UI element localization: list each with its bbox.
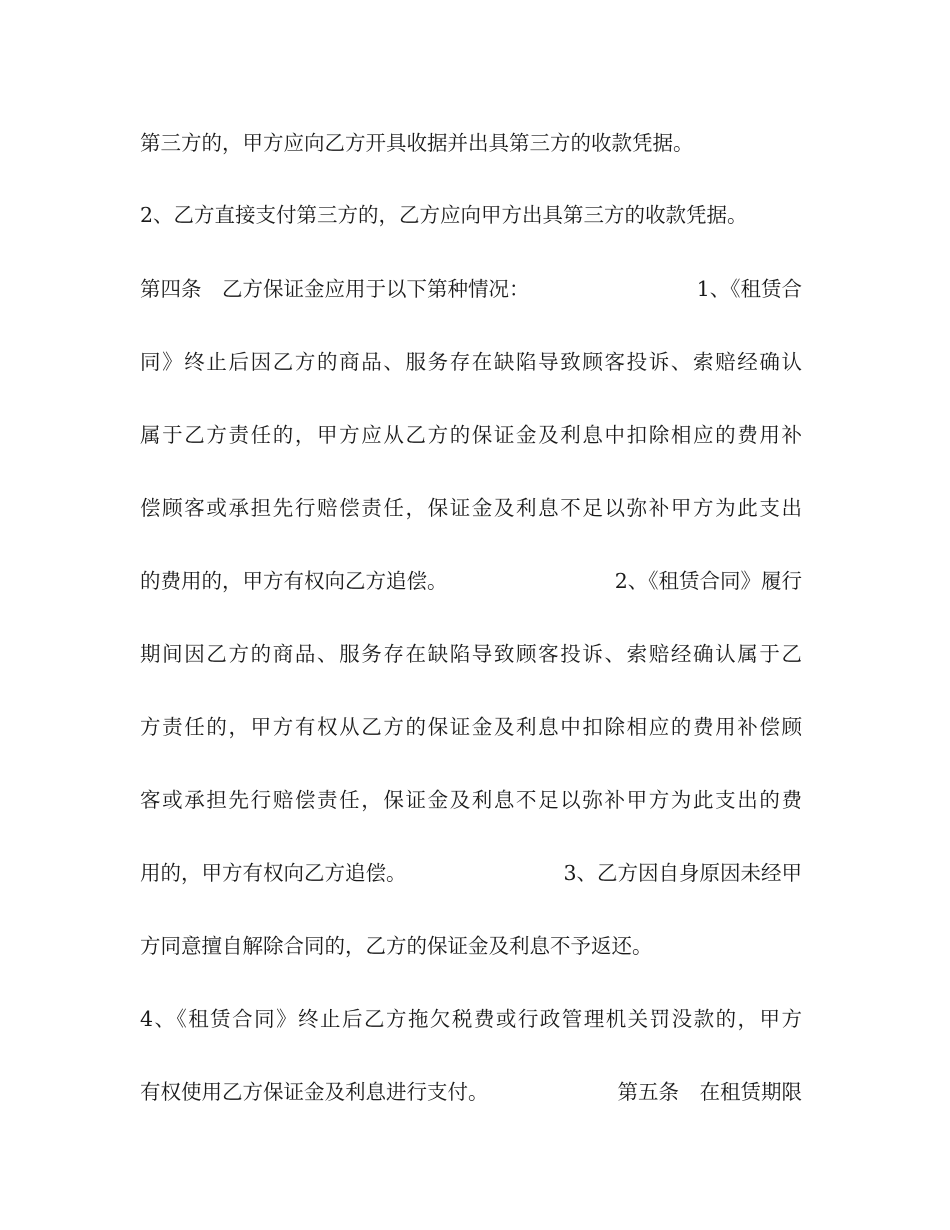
paragraph-line: 4、《租赁合同》终止后乙方拖欠税费或行政管理机关罚没款的，甲方 <box>140 1007 802 1031</box>
clause-start: 3、乙方因自身原因未经甲 <box>563 861 802 885</box>
clause-end: 用的，甲方有权向乙方追偿。 <box>140 861 407 885</box>
paragraph-line: 同》终止后因乙方的商品、服务存在缺陷导致顾客投诉、索赔经确认 <box>140 350 802 374</box>
paragraph-line: 方责任的，甲方有权从乙方的保证金及利息中扣除相应的费用补偿顾 <box>140 715 802 739</box>
paragraph-line: 第三方的，甲方应向乙方开具收据并出具第三方的收款凭据。 <box>140 131 694 155</box>
paragraph-line <box>140 855 802 891</box>
clause-start: 1、《租赁合 <box>696 277 802 301</box>
clause-end: 的费用的，甲方有权向乙方追偿。 <box>140 569 448 593</box>
paragraph-line: 属于乙方责任的，甲方应从乙方的保证金及利息中扣除相应的费用补 <box>140 423 802 447</box>
paragraph-line: 方同意擅自解除合同的，乙方的保证金及利息不予返还。 <box>140 934 653 958</box>
clause-end: 有权使用乙方保证金及利息进行支付。 <box>140 1080 489 1104</box>
article-heading: 第五条 在租赁期限 <box>617 1080 802 1104</box>
paragraph-line <box>140 271 802 307</box>
clause-start: 2、《租赁合同》履行 <box>614 569 802 593</box>
paragraph-line: 期间因乙方的商品、服务存在缺陷导致顾客投诉、索赔经确认属于乙 <box>140 642 802 666</box>
paragraph-line: 2、乙方直接支付第三方的，乙方应向甲方出具第三方的收款凭据。 <box>140 203 748 227</box>
article-heading: 第四条 乙方保证金应用于以下第种情况： <box>140 277 530 301</box>
paragraph-line <box>140 563 802 599</box>
paragraph-line: 客或承担先行赔偿责任，保证金及利息不足以弥补甲方为此支出的费 <box>140 788 802 812</box>
paragraph-line <box>140 1074 802 1110</box>
paragraph-line: 偿顾客或承担先行赔偿责任，保证金及利息不足以弥补甲方为此支出 <box>140 496 802 520</box>
